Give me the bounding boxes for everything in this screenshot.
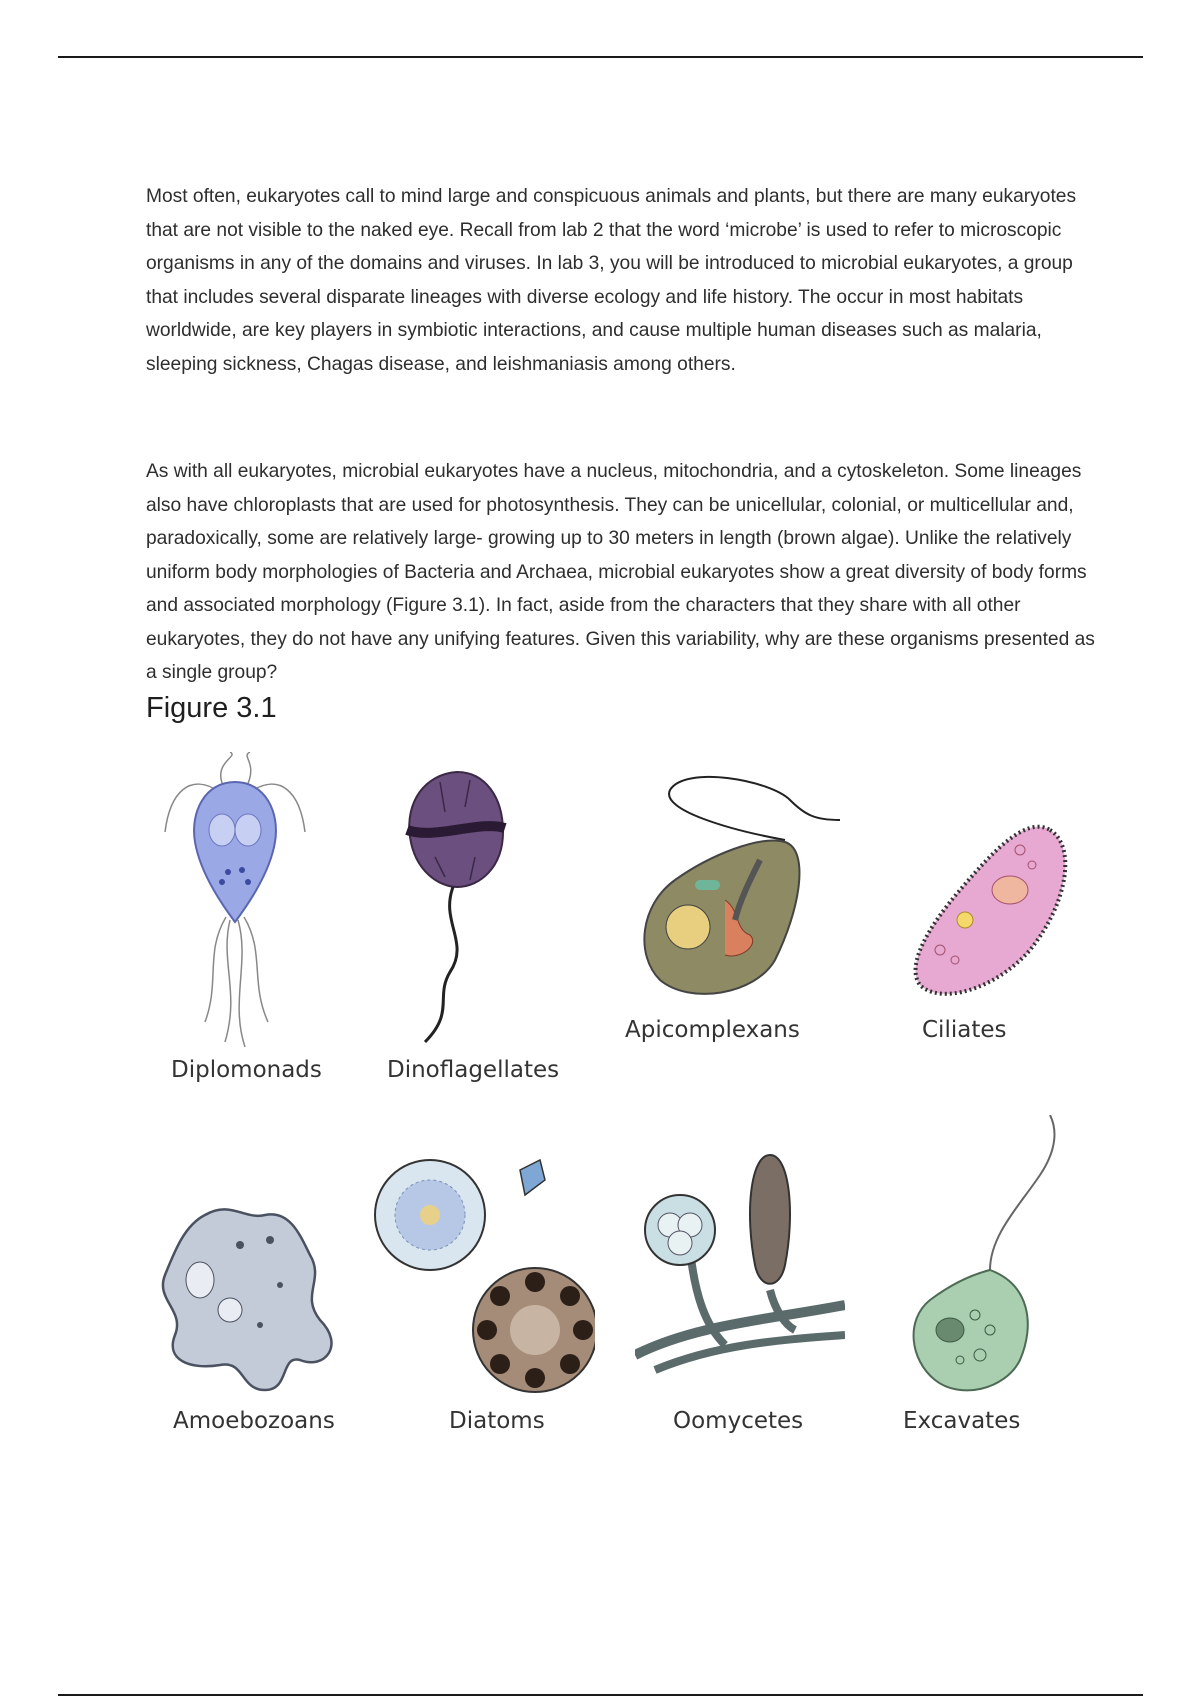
label-diatoms: Diatoms bbox=[449, 1408, 545, 1434]
label-apicomplexans: Apicomplexans bbox=[625, 1017, 800, 1043]
label-amoebozoans: Amoebozoans bbox=[173, 1408, 335, 1434]
figure-3-1 bbox=[140, 740, 1100, 1460]
oomycete-illustration bbox=[635, 1145, 845, 1390]
label-diplomonads: Diplomonads bbox=[171, 1057, 322, 1083]
label-ciliates: Ciliates bbox=[922, 1017, 1007, 1043]
apicomplexan-illustration bbox=[630, 770, 860, 1010]
bottom-rule bbox=[58, 1694, 1143, 1696]
ciliate-illustration bbox=[900, 810, 1080, 1010]
amoebozoan-illustration bbox=[150, 1195, 350, 1405]
diatom-illustration bbox=[365, 1150, 595, 1400]
label-excavates: Excavates bbox=[903, 1408, 1021, 1434]
top-rule bbox=[58, 56, 1143, 58]
excavate-illustration bbox=[880, 1115, 1070, 1400]
diplomonad-illustration bbox=[150, 752, 320, 1052]
figure-title: Figure 3.1 bbox=[146, 692, 277, 724]
dinoflagellate-illustration bbox=[385, 762, 525, 1052]
label-dinoflagellates: Dinoflagellates bbox=[387, 1057, 560, 1083]
label-oomycetes: Oomycetes bbox=[673, 1408, 804, 1434]
paragraph-intro: Most often, eukaryotes call to mind large and conspicuous animals and plants, but there are many eukaryotes that are not visible to the naked eye. Recall from lab 2 that the word ‘microbe’ is used to refer to microscopic organisms in any of the domains and viruses. In lab 3, you will be introduced to microbial eukaryotes, a group that includes several disparate lineages with diverse ecology and life history. The occur in most habitats worldwide, are key players in symbiotic interactions, and cause multiple human diseases such as malaria, sleeping sickness, Chagas disease, and leishmaniasis among others. bbox=[146, 186, 1077, 375]
paragraph-features: As with all eukaryotes, microbial eukaryotes have a nucleus, mitochondria, and a cytoskeleton. Some lineages also have chloroplasts that are used for photosynthesis. They can be unicellular, colonial, or multicellular and, paradoxically, some are relatively large- growing up to 30 meters in length (brown algae). Unlike the relatively uniform body morphologies of Bacteria and Archaea, microbial eukaryotes show a great diversity of body forms and associated morphology (Figure 3.1). In fact, aside from the characters that they share with all other eukaryotes, they do not have any unifying features. Given this variability, why are these organisms presented as a single group? bbox=[146, 461, 1095, 683]
